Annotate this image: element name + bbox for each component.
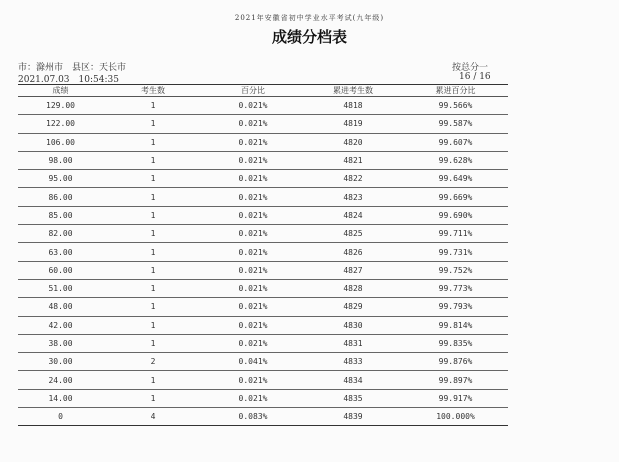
cell-cumulative-percent: 99.793% xyxy=(403,298,508,316)
table-row xyxy=(18,408,508,426)
cell-count: 1 xyxy=(103,261,203,279)
score-distribution-table xyxy=(18,84,508,426)
cell-count: 1 xyxy=(103,225,203,243)
cell-score: 24.00 xyxy=(18,371,103,389)
cell-cumulative-count: 4818 xyxy=(303,97,403,115)
cell-score: 60.00 xyxy=(18,261,103,279)
table-row xyxy=(18,225,508,243)
cell-cumulative-count: 4823 xyxy=(303,188,403,206)
cell-count: 1 xyxy=(103,316,203,334)
table-row xyxy=(18,151,508,169)
table-row xyxy=(18,353,508,371)
table-row xyxy=(18,261,508,279)
cell-cumulative-percent: 99.607% xyxy=(403,133,508,151)
table-row xyxy=(18,334,508,352)
cell-cumulative-count: 4821 xyxy=(303,151,403,169)
cell-cumulative-percent: 99.773% xyxy=(403,279,508,297)
cell-count: 1 xyxy=(103,298,203,316)
cell-score: 51.00 xyxy=(18,279,103,297)
sort-label: 按总分一 xyxy=(452,63,489,73)
table-body xyxy=(18,97,508,426)
cell-cumulative-count: 4830 xyxy=(303,316,403,334)
cell-cumulative-percent: 100.000% xyxy=(403,408,508,426)
cell-count: 1 xyxy=(103,206,203,224)
cell-percent: 0.021% xyxy=(203,151,303,169)
cell-percent: 0.021% xyxy=(203,371,303,389)
cell-percent: 0.021% xyxy=(203,243,303,261)
cell-score: 122.00 xyxy=(18,115,103,133)
cell-cumulative-percent: 99.711% xyxy=(403,225,508,243)
table-header-row xyxy=(18,85,508,97)
cell-cumulative-count: 4839 xyxy=(303,408,403,426)
header-percent: 百分比 xyxy=(241,86,265,95)
cell-percent: 0.021% xyxy=(203,261,303,279)
cell-count: 1 xyxy=(103,279,203,297)
cell-percent: 0.021% xyxy=(203,334,303,352)
cell-cumulative-count: 4827 xyxy=(303,261,403,279)
cell-percent: 0.021% xyxy=(203,389,303,407)
cell-cumulative-percent: 99.649% xyxy=(403,170,508,188)
cell-percent: 0.021% xyxy=(203,225,303,243)
table-row xyxy=(18,298,508,316)
table-row xyxy=(18,133,508,151)
cell-score: 30.00 xyxy=(18,353,103,371)
cell-score: 38.00 xyxy=(18,334,103,352)
cell-cumulative-percent: 99.835% xyxy=(403,334,508,352)
cell-score: 129.00 xyxy=(18,97,103,115)
cell-count: 1 xyxy=(103,170,203,188)
cell-percent: 0.021% xyxy=(203,115,303,133)
cell-score: 95.00 xyxy=(18,170,103,188)
cell-count: 4 xyxy=(103,408,203,426)
cell-cumulative-count: 4831 xyxy=(303,334,403,352)
cell-cumulative-count: 4828 xyxy=(303,279,403,297)
table-row xyxy=(18,389,508,407)
cell-cumulative-percent: 99.897% xyxy=(403,371,508,389)
cell-percent: 0.021% xyxy=(203,206,303,224)
cell-score: 106.00 xyxy=(18,133,103,151)
cell-cumulative-count: 4822 xyxy=(303,170,403,188)
cell-cumulative-count: 4819 xyxy=(303,115,403,133)
cell-cumulative-count: 4835 xyxy=(303,389,403,407)
cell-cumulative-count: 4834 xyxy=(303,371,403,389)
cell-percent: 0.021% xyxy=(203,279,303,297)
cell-score: 98.00 xyxy=(18,151,103,169)
cell-cumulative-percent: 99.669% xyxy=(403,188,508,206)
table-row xyxy=(18,170,508,188)
table-row xyxy=(18,279,508,297)
cell-score: 42.00 xyxy=(18,316,103,334)
header-cumulative-count: 累进考生数 xyxy=(333,86,373,95)
cell-cumulative-count: 4833 xyxy=(303,353,403,371)
timestamp: 2021.07.03 10:54:35 xyxy=(18,75,119,85)
cell-cumulative-percent: 99.731% xyxy=(403,243,508,261)
cell-count: 1 xyxy=(103,389,203,407)
cell-count: 1 xyxy=(103,115,203,133)
cell-score: 48.00 xyxy=(18,298,103,316)
cell-cumulative-percent: 99.690% xyxy=(403,206,508,224)
cell-score: 14.00 xyxy=(18,389,103,407)
cell-cumulative-percent: 99.917% xyxy=(403,389,508,407)
cell-count: 1 xyxy=(103,97,203,115)
header-score: 成绩 xyxy=(52,86,69,95)
table-row xyxy=(18,243,508,261)
cell-percent: 0.041% xyxy=(203,353,303,371)
cell-cumulative-count: 4825 xyxy=(303,225,403,243)
cell-percent: 0.021% xyxy=(203,316,303,334)
cell-cumulative-percent: 99.814% xyxy=(403,316,508,334)
header-cumulative-percent: 累进百分比 xyxy=(435,86,476,95)
cell-cumulative-percent: 99.752% xyxy=(403,261,508,279)
table-row xyxy=(18,206,508,224)
cell-cumulative-count: 4829 xyxy=(303,298,403,316)
page-indicator: 16 / 16 xyxy=(459,72,491,82)
cell-score: 82.00 xyxy=(18,225,103,243)
table-row xyxy=(18,97,508,115)
cell-cumulative-percent: 99.566% xyxy=(403,97,508,115)
cell-percent: 0.083% xyxy=(203,408,303,426)
cell-cumulative-count: 4820 xyxy=(303,133,403,151)
table-row xyxy=(18,371,508,389)
cell-percent: 0.021% xyxy=(203,97,303,115)
cell-cumulative-percent: 99.587% xyxy=(403,115,508,133)
table-row xyxy=(18,115,508,133)
cell-count: 1 xyxy=(103,371,203,389)
exam-title: 2021年安徽省初中学业水平考试(九年级) xyxy=(234,14,385,22)
cell-score: 86.00 xyxy=(18,188,103,206)
cell-cumulative-count: 4824 xyxy=(303,206,403,224)
cell-score: 85.00 xyxy=(18,206,103,224)
cell-percent: 0.021% xyxy=(203,188,303,206)
cell-count: 1 xyxy=(103,334,203,352)
cell-score: 63.00 xyxy=(18,243,103,261)
cell-count: 1 xyxy=(103,133,203,151)
header-count: 考生数 xyxy=(141,86,165,95)
cell-percent: 0.021% xyxy=(203,170,303,188)
location-label: 市：滁州市 县区：天长市 xyxy=(18,63,127,73)
cell-count: 1 xyxy=(103,188,203,206)
cell-cumulative-percent: 99.876% xyxy=(403,353,508,371)
table-row xyxy=(18,316,508,334)
cell-count: 1 xyxy=(103,243,203,261)
cell-count: 1 xyxy=(103,151,203,169)
cell-percent: 0.021% xyxy=(203,133,303,151)
cell-cumulative-count: 4826 xyxy=(303,243,403,261)
table-row xyxy=(18,188,508,206)
cell-cumulative-percent: 99.628% xyxy=(403,151,508,169)
cell-score: 0 xyxy=(18,408,103,426)
cell-percent: 0.021% xyxy=(203,298,303,316)
cell-count: 2 xyxy=(103,353,203,371)
page-title: 成绩分档表 xyxy=(271,28,347,46)
